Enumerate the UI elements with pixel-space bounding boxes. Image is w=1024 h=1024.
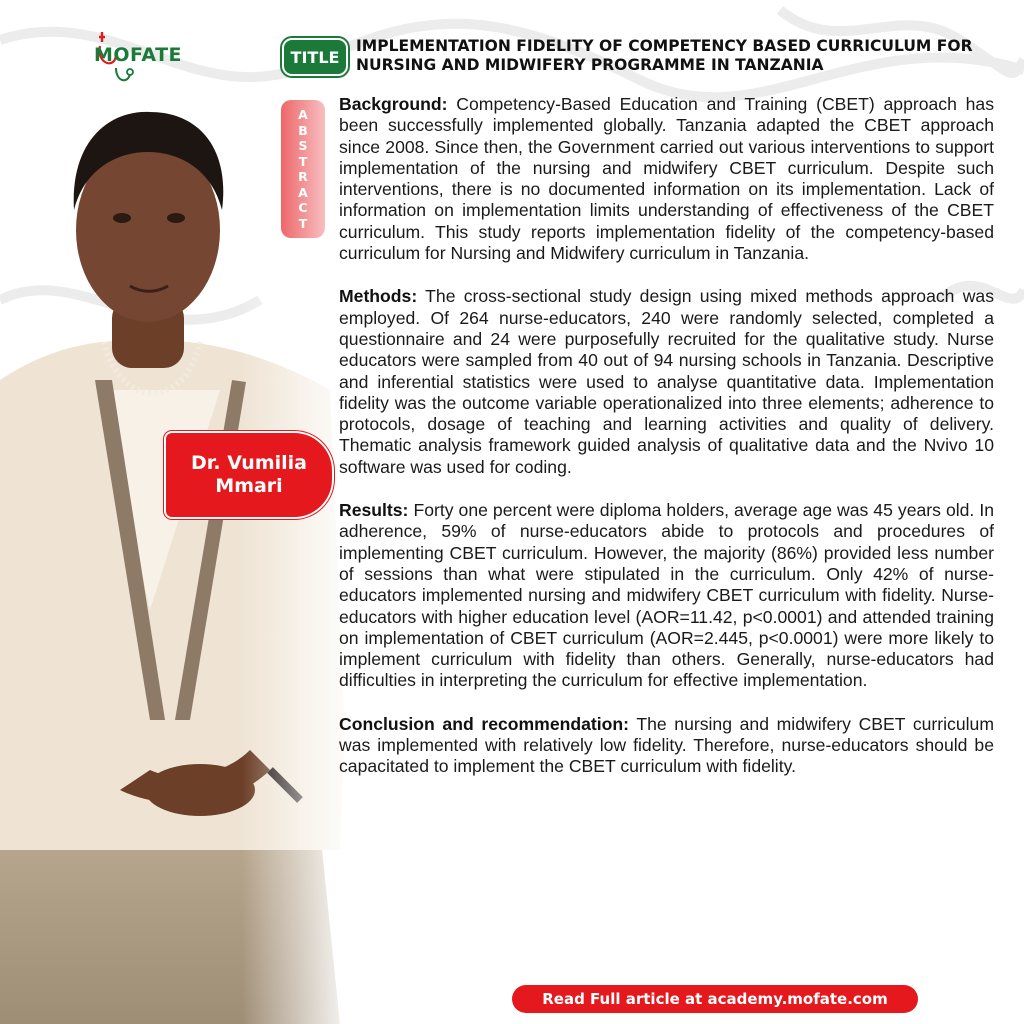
read-full-article-button[interactable]: Read Full article at academy.mofate.com xyxy=(512,985,918,1013)
background-heading: Background: xyxy=(339,94,448,114)
article-title: IMPLEMENTATION FIDELITY OF COMPETENCY BASED CURRICULUM FOR NURSING AND MIDWIFERY PROGRAMME IN TANZANIA xyxy=(356,36,973,74)
methods-section xyxy=(339,286,994,478)
results-text: Forty one percent were diploma holders, average age was 45 years old. In adherence, 59% of nurse-educators abide to protocols and procedures of implementing CBET curriculum. However, the majority (86%) provided less number of sessions than what were stipulated in the curriculum. Only 42% of nurse-educators implemented nursing and midwifery CBET curriculum with fidelity. Nurse-educators with higher education level (AOR=11.42, p<0.0001) and attended training on implementation of CBET curriculum (AOR=2.445, p<0.0001) were more likely to implement curriculum with fidelity than others. Generally, nurse-educators had difficulties in interpreting the curriculum for effective implementation. xyxy=(339,500,995,691)
background-section xyxy=(339,94,994,264)
results-heading: Results: xyxy=(339,500,409,521)
author-name-badge xyxy=(164,431,334,519)
conclusion-text: The nursing and midwifery CBET curriculum was implemented with relatively low fidelity. Therefore, nurse-educators should be capacitated to implement the CBET curriculum with fidelity. xyxy=(339,713,994,777)
background-text: Competency-Based Education and Training (CBET) approach has been successfully implemented globally. Tanzania adapted the CBET approach since 2008. Since then, the Government carried out various interventions to support implementation of the nursing and midwifery CBET curriculum. Despite such interventions, there is no documented information on its implementation. Lack of information on implementation limits understanding of effectiveness of the CBET curriculum. This study reports implementation fidelity of the competency-based curriculum for Nursing and Midwifery curriculum in Tanzania. xyxy=(339,94,994,264)
title-badge: TITLE xyxy=(282,38,348,76)
brand-logo-text: MOFATE xyxy=(94,44,183,66)
methods-heading: Methods: xyxy=(339,286,418,307)
author-portrait xyxy=(0,90,345,1024)
conclusion-section xyxy=(339,714,994,778)
abstract-body xyxy=(339,94,994,800)
author-first-name: Dr. Vumilia xyxy=(191,452,307,474)
conclusion-heading: Conclusion and recommendation: xyxy=(339,713,629,734)
results-section xyxy=(339,500,994,692)
author-last-name: Mmari xyxy=(215,475,283,497)
methods-text: The cross-sectional study design using mixed methods approach was employed. Of 264 nurse-educators, 240 were randomly selected, completed a questionnaire and 24 were purposefully recruited for the qualitative study. Nurse educators were sampled from 40 out of 94 nursing schools in Tanzania. Descriptive and inferential statistics were used to analyse quantitative data. Implementation fidelity was the outcome variable operationalized into three elements; adherence to protocols, dosage of teaching and learning activities and quality of delivery. Thematic analysis framework guided analysis of qualitative data and the Nvivo 10 software was used for coding. xyxy=(339,286,994,477)
